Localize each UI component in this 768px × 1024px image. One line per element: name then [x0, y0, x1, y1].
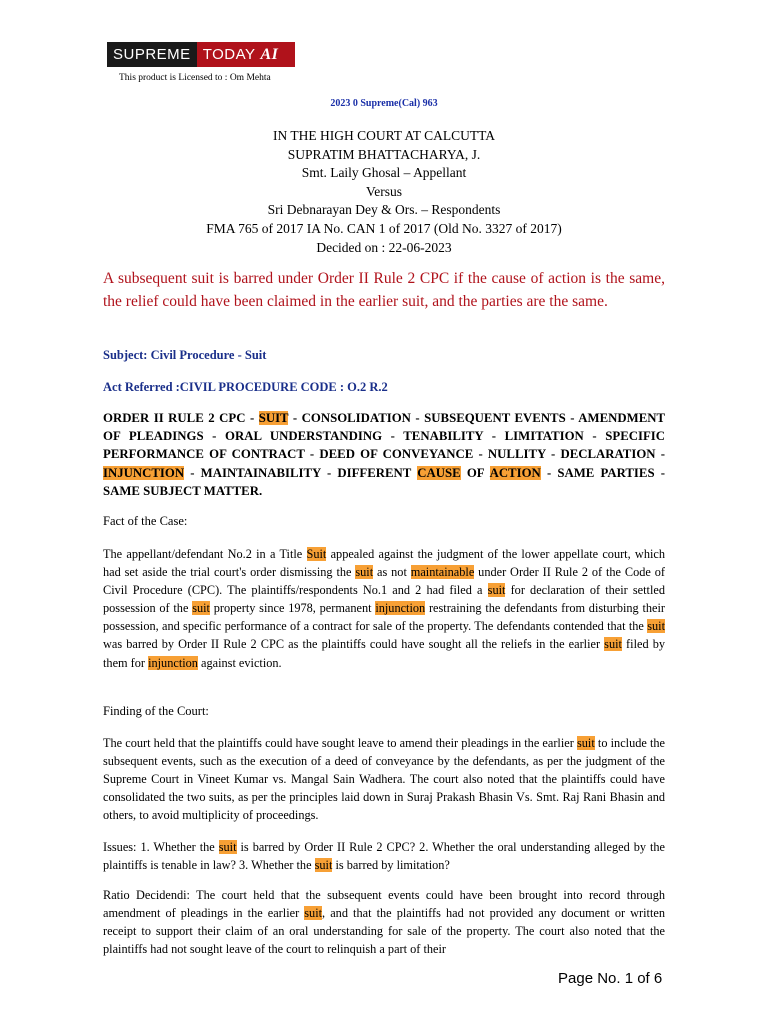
license-text: This product is Licensed to : Om Mehta [119, 73, 271, 83]
text-run: OF [460, 465, 490, 480]
text-run: is barred by Order II Rule 2 CPC? 2. Whether the oral understanding alleged by the plaintiffs is tenable in law? 3. Whether the [103, 840, 665, 873]
citation: 2023 0 Supreme(Cal) 963 [330, 98, 438, 109]
text-run: The appellant/defendant No.2 in a Title [103, 547, 307, 561]
logo-left: SUPREME [107, 42, 197, 67]
text-run: , and that the plaintiffs had not provided any document or written receipt to support their claim of an oral understanding for sale of the property. The court also noted that the plaintiffs had not sought leave of the court to relinquish a part of their [103, 906, 665, 957]
court-name: IN THE HIGH COURT AT CALCUTTA [273, 128, 495, 143]
case-caption [0, 127, 768, 257]
case-number: FMA 765 of 2017 IA No. CAN 1 of 2017 (Old No. 3327 of 2017) [206, 220, 562, 236]
highlighted-term: suit [314, 858, 333, 873]
decided-date: Decided on : 22-06-2023 [316, 239, 452, 255]
highlighted-term: INJUNCTION [103, 465, 185, 480]
text-run: Ratio Decidendi: The court held that the subsequent events could have been brought into record through amendment of pleadings in the earlier [103, 888, 665, 921]
versus: Versus [366, 183, 402, 199]
highlighted-term: SUIT [258, 411, 289, 425]
text-run: - CONSOLIDATION - SUBSEQUENT EVENTS - AMENDMENT OF PLEADINGS - ORAL UNDERSTANDING - TENABILITY - LIMITATION - SPECIFIC PERFORMANCE OF CONTRACT - DEED OF CONVEYANCE - NULLITY - DECLARATION - [103, 411, 666, 462]
text-run: Issues: 1. Whether the [103, 840, 219, 854]
highlighted-term: suit [304, 906, 323, 921]
text-run: appealed against the judgment of the lower appellate court, which had set aside the trial court's order dismissing the [103, 547, 665, 580]
highlighted-term: suit [218, 840, 237, 854]
text-run: filed by them for [103, 637, 665, 670]
act-referred: Act Referred :CIVIL PROCEDURE CODE : O.2 R.2 [103, 380, 388, 394]
highlighted-term: Suit [306, 547, 327, 561]
supreme-today-logo [107, 42, 295, 67]
text-run: against eviction. [197, 655, 282, 670]
text-run: is barred by limitation? [332, 858, 450, 873]
page-number: Page No. 1 of 6 [558, 970, 663, 987]
fact-title: Fact of the Case: [103, 514, 188, 528]
highlighted-term: maintainable [410, 565, 475, 580]
text-run: restraining the defendants from disturbing their possession, and specific performance of a contract for sale of the property. The defendants contended that the [103, 601, 665, 634]
text-run: property since 1978, permanent [209, 601, 376, 616]
text-run: was barred by Order II Rule 2 CPC as the plaintiffs could have sought all the reliefs in the earlier [103, 637, 605, 652]
highlighted-term: suit [355, 565, 374, 580]
subject: Subject: Civil Procedure - Suit [103, 348, 267, 362]
text-run: - MAINTAINABILITY - DIFFERENT [184, 465, 418, 480]
text-run: under Order II Rule 2 of the Code of Civil Procedure (CPC). The plaintiffs/respondents No.1 and 2 had filed a [103, 565, 665, 598]
respondents: Sri Debnarayan Dey & Ors. – Respondents [267, 202, 501, 218]
fact-paragraph [103, 545, 665, 672]
issues-paragraph [103, 838, 665, 874]
highlighted-term: suit [487, 583, 506, 598]
highlighted-term: CAUSE [417, 465, 461, 480]
highlighted-term: ACTION [489, 465, 541, 480]
text-run: as not [373, 565, 411, 580]
judge-name: SUPRATIM BHATTACHARYA, J. [287, 146, 481, 162]
text-run: to include the subsequent events, such as the execution of a deed of conveyance by the defendants, as per the judgment of the Supreme Court in Vineet Kumar vs. Mangal Sain Wadhera. The court also noted that the plaintiffs could have consolidated the two suits, as per the principles laid down in Suraj Prakash Bhasin Vs. Smt. Raj Rani Bhasin and others, to avoid multiplicity of proceedings. [103, 736, 665, 823]
highlighted-term: injunction [375, 601, 426, 616]
highlighted-term: suit [192, 601, 210, 616]
highlighted-term: suit [647, 619, 665, 634]
ratio-paragraph [103, 886, 665, 958]
highlighted-term: injunction [148, 655, 198, 670]
highlighted-term: suit [604, 637, 622, 652]
text-run: The court held that the plaintiffs could have sought leave to amend their pleadings in the earlier [103, 736, 577, 750]
highlighted-term: suit [576, 736, 595, 750]
finding-paragraph [103, 734, 665, 824]
appellant: Smt. Laily Ghosal – Appellant [301, 165, 467, 181]
finding-title: Finding of the Court: [103, 704, 209, 718]
text-run: for declaration of their settled possession of the [103, 583, 665, 616]
text-run: - SAME PARTIES - SAME SUBJECT MATTER. [103, 465, 665, 498]
headnote: A subsequent suit is barred under Order II Rule 2 CPC if the cause of action is the same, the relief could have been claimed in the earlier suit, and the parties are the same. [103, 270, 665, 310]
text-run: ORDER II RULE 2 CPC - [103, 411, 259, 425]
logo-right: TODAY AI [197, 42, 295, 67]
keywords [103, 409, 665, 500]
